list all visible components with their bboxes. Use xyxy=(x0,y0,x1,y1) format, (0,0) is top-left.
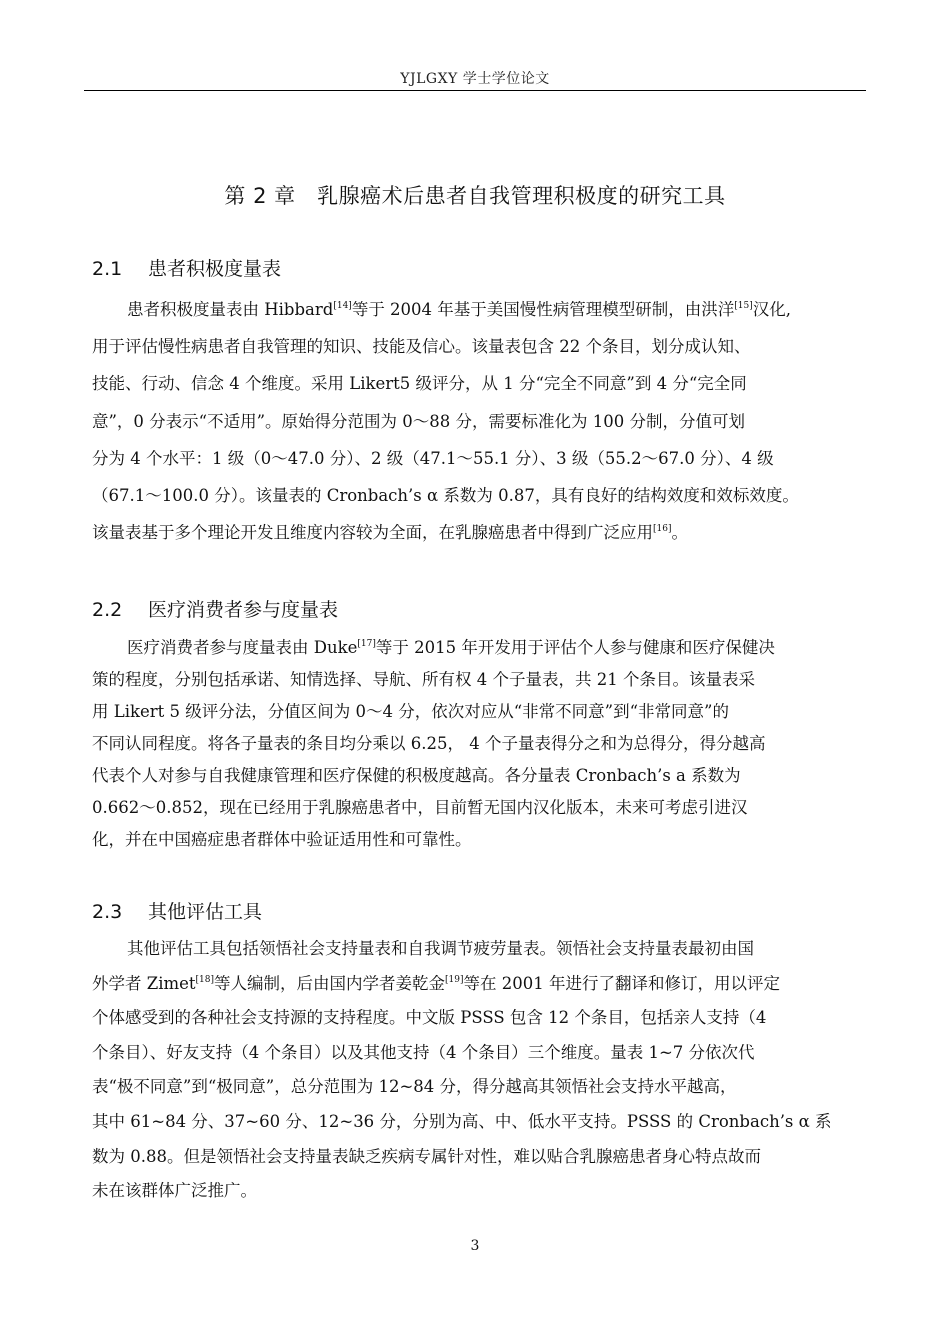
section-heading-2-3 xyxy=(92,897,262,924)
citation: [15] xyxy=(734,301,753,311)
paragraph-line: 医疗消费者参与度量表由 Duke[17]等于 2015 年开发用于评估个人参与健康和医疗保健决 xyxy=(127,638,775,657)
section-2-3-paragraph xyxy=(92,932,862,1209)
paragraph-line: 用 Likert 5 级评分法，分值区间为 0～4 分，依次对应从“非常不同意”到“非常同意”的 xyxy=(92,702,729,721)
section-heading-2-2 xyxy=(92,595,338,622)
section-2-2-paragraph xyxy=(92,632,862,856)
paragraph-line: 个条目）、好友支持（4 个条目）以及其他支持（4 个条目）三个维度。量表 1~7 分依次代 xyxy=(92,1042,755,1062)
paragraph-line: 个体感受到的各种社会支持源的支持程度。中文版 PSSS 包含 12 个条目，包括亲人支持（4 xyxy=(92,1008,767,1028)
paragraph-line: 意”，0 分表示“不适用”。原始得分范围为 0～88 分，需要标准化为 100 分制，分值可划 xyxy=(92,411,746,431)
paragraph-line: 其他评估工具包括领悟社会支持量表和自我调节疲劳量表。领悟社会支持量表最初由国 xyxy=(127,939,754,958)
paragraph-line: 0.662～0.852，现在已经用于乳腺癌患者中，目前暂无国内汉化版本，未来可考虑引进汉 xyxy=(92,798,748,817)
running-header: YJLGXY 学士学位论文 xyxy=(400,71,550,87)
paragraph-line: 数为 0.88。但是领悟社会支持量表缺乏疾病专属针对性，难以贴合乳腺癌患者身心特点故而 xyxy=(92,1146,761,1166)
section-number: 2.1 xyxy=(92,258,123,280)
section-title: 医疗消费者参与度量表 xyxy=(148,599,339,621)
header-rule xyxy=(84,90,866,91)
paragraph-line: 策的程度，分别包括承诺、知情选择、导航、所有权 4 个子量表，共 21 个条目。该量表采 xyxy=(92,670,755,689)
section-number: 2.3 xyxy=(92,901,123,923)
paragraph-line: 未在该群体广泛推广。 xyxy=(92,1181,257,1201)
paragraph-line: 分为 4 个水平：1 级（0～47.0 分）、2 级（47.1～55.1 分）、3 级（55.2～67.0 分）、4 级 xyxy=(92,448,774,468)
paragraph-line: 不同认同程度。将各子量表的条目均分乘以 6.25， 4 个子量表得分之和为总得分，得分越高 xyxy=(92,734,766,753)
paragraph-line: 外学者 Zimet[18]等人编制，后由国内学者姜乾金[19]等在 2001 年进行了翻译和修订，用以评定 xyxy=(92,973,780,993)
chapter-title: 第 2 章 乳腺癌术后患者自我管理积极度的研究工具 xyxy=(224,184,726,208)
section-number: 2.2 xyxy=(92,599,123,621)
citation: [16] xyxy=(653,524,672,535)
citation: [17] xyxy=(357,639,376,649)
citation: [14] xyxy=(333,301,352,311)
paragraph-line: 表“极不同意”到“极同意”，总分范围为 12~84 分，得分越高其领悟社会支持水平越高， xyxy=(92,1077,737,1097)
section-heading-2-1 xyxy=(92,254,281,281)
section-2-1-paragraph xyxy=(92,291,862,551)
citation: [18] xyxy=(195,974,215,985)
paragraph-line: 代表个人对参与自我健康管理和医疗保健的积极度越高。各分量表 Cronbach’s a 系数为 xyxy=(92,766,741,785)
page-number: 3 xyxy=(470,1238,480,1254)
citation: [19] xyxy=(445,974,464,985)
paragraph-line: （67.1～100.0 分）。该量表的 Cronbach’s α 系数为 0.87，具有良好的结构效度和效标效度。 xyxy=(92,486,799,506)
paragraph-line: 其中 61~84 分、37~60 分、12~36 分，分别为高、中、低水平支持。PSSS 的 Cronbach’s α 系 xyxy=(92,1111,832,1131)
paragraph-line: 技能、行动、信念 4 个维度。采用 Likert5 级评分，从 1 分“完全不同意”到 4 分“完全同 xyxy=(92,374,747,394)
section-title: 其他评估工具 xyxy=(148,901,263,923)
section-title: 患者积极度量表 xyxy=(148,258,282,280)
paragraph-line: 患者积极度量表由 Hibbard[14]等于 2004 年基于美国慢性病管理模型研制，由洪洋[15]汉化, xyxy=(127,300,792,319)
paragraph-line: 该量表基于多个理论开发且维度内容较为全面，在乳腺癌患者中得到广泛应用[16]。 xyxy=(92,523,688,543)
paragraph-line: 用于评估慢性病患者自我管理的知识、技能及信心。该量表包含 22 个条目，划分成认知、 xyxy=(92,337,751,357)
paragraph-line: 化，并在中国癌症患者群体中验证适用性和可靠性。 xyxy=(92,830,472,849)
